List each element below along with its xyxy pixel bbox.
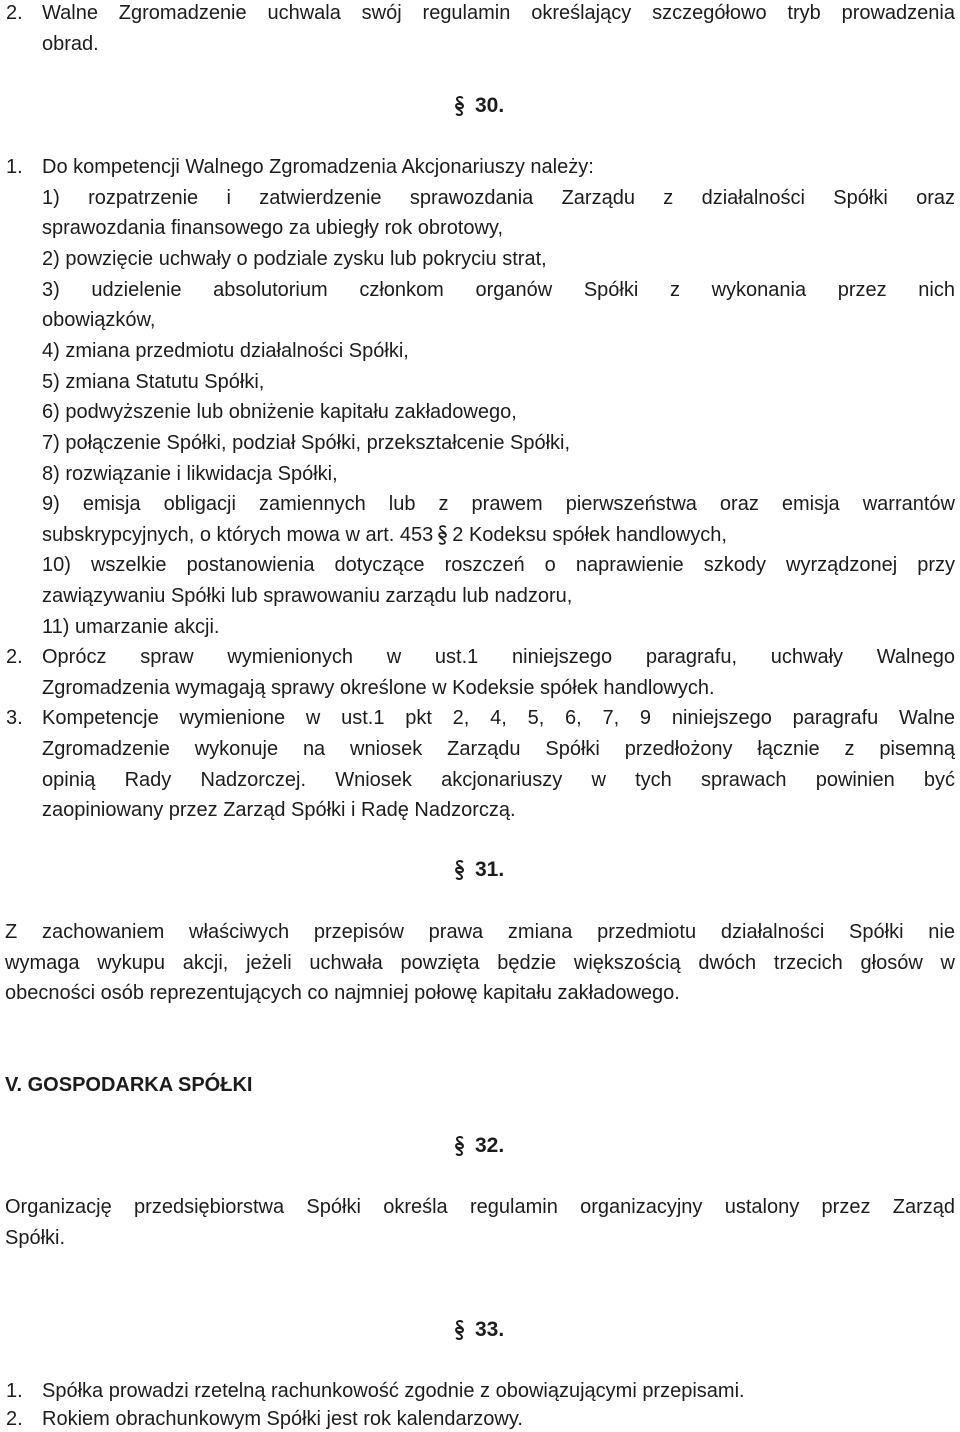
item-number: 2. [6,2,23,24]
list-item-line: zawiązywaniu Spółki lub sprawowaniu zarządu lub nadzoru, [42,585,573,607]
item-number: 1. [6,156,23,178]
section-number: 33. [475,1318,505,1341]
paragraph-line: obrad. [42,33,99,55]
list-item-text: subskrypcyjnych, o których mowa w art. 453 [42,524,434,546]
paragraph-line: Spółka prowadzi rzetelną rachunkowość zgodnie z obowiązującymi przepisami. [42,1380,745,1402]
item-number: 2. [6,1408,23,1430]
section-number: 31. [475,858,505,881]
paragraph-line: Organizację przedsiębiorstwa Spółki określa regulamin organizacyjny ustalony przez Zarząd [5,1196,955,1218]
section-heading-31 [454,858,504,882]
list-item-line: sprawozdania finansowego za ubiegły rok obrotowy, [42,217,504,239]
list-item-text: 2 Kodeksu spółek handlowych, [452,524,727,546]
list-item-line: 2) powzięcie uchwały o podziale zysku lub pokryciu strat, [42,248,547,270]
section-sign-icon [437,523,448,547]
paragraph-line: Walne Zgromadzenie uchwala swój regulamin określający szczegółowo tryb prowadzenia [42,2,955,24]
paragraph-line: Zgromadzenia wymagają sprawy określone w Kodeksie spółek handlowych. [42,677,715,699]
list-item-line: 9) emisja obligacji zamiennych lub z prawem pierwszeństwa oraz emisja warrantów [42,493,955,515]
list-item-line: 4) zmiana przedmiotu działalności Spółki, [42,340,409,362]
item-number: 2. [6,646,23,668]
paragraph-line: Spółki. [5,1227,66,1249]
section-sign-icon [454,1134,465,1158]
section-sign-icon [454,1318,465,1342]
list-item-line: 7) połączenie Spółki, podział Spółki, przekształcenie Spółki, [42,432,571,454]
list-item-line: 5) zmiana Statutu Spółki, [42,371,265,393]
paragraph-line: opinią Rady Nadzorczej. Wniosek akcjonariuszy w tych sprawach powinien być [42,769,955,791]
list-item-line: 11) umarzanie akcji. [42,616,220,638]
paragraph-line: Kompetencje wymienione w ust.1 pkt 2, 4, 5, 6, 7, 9 niniejszego paragrafu Walne [42,707,955,729]
list-item-line: 10) wszelkie postanowienia dotyczące roszczeń o naprawienie szkody wyrządzonej przy [42,554,955,576]
section-number: 30. [475,94,505,117]
paragraph-line: Oprócz spraw wymienionych w ust.1 niniejszego paragrafu, uchwały Walnego [42,646,955,668]
paragraph-line: Z zachowaniem właściwych przepisów prawa zmiana przedmiotu działalności Spółki nie [5,921,955,943]
list-item-line: 8) rozwiązanie i likwidacja Spółki, [42,463,338,485]
list-item-line: 6) podwyższenie lub obniżenie kapitału zakładowego, [42,401,517,423]
chapter-title: V. GOSPODARKA SPÓŁKI [5,1074,253,1096]
section-sign-icon [454,858,465,882]
list-item-line [42,523,727,547]
list-item-line: 1) rozpatrzenie i zatwierdzenie sprawozdania Zarządu z działalności Spółki oraz [42,187,955,209]
section-number: 32. [475,1134,505,1157]
paragraph-line: Zgromadzenie wykonuje na wniosek Zarządu Spółki przedłożony łącznie z pisemną [42,738,955,760]
paragraph-line: wymaga wykupu akcji, jeżeli uchwała powzięta będzie większością dwóch trzecich głosów w [5,952,955,974]
paragraph-line: Rokiem obrachunkowym Spółki jest rok kalendarzowy. [42,1408,523,1430]
section-heading-32 [454,1134,504,1158]
section-heading-33 [454,1318,504,1342]
list-item-line: 3) udzielenie absolutorium członkom organów Spółki z wykonania przez nich [42,279,955,301]
section-sign-icon [454,94,465,118]
section-heading-30 [454,94,504,118]
paragraph-line: obecności osób reprezentujących co najmniej połowę kapitału zakładowego. [5,982,680,1004]
item-number: 1. [6,1380,23,1402]
list-item-line: obowiązków, [42,309,156,331]
item-number: 3. [6,707,23,729]
paragraph-line: Do kompetencji Walnego Zgromadzenia Akcjonariuszy należy: [42,156,594,178]
paragraph-line: zaopiniowany przez Zarząd Spółki i Radę Nadzorczą. [42,799,516,821]
